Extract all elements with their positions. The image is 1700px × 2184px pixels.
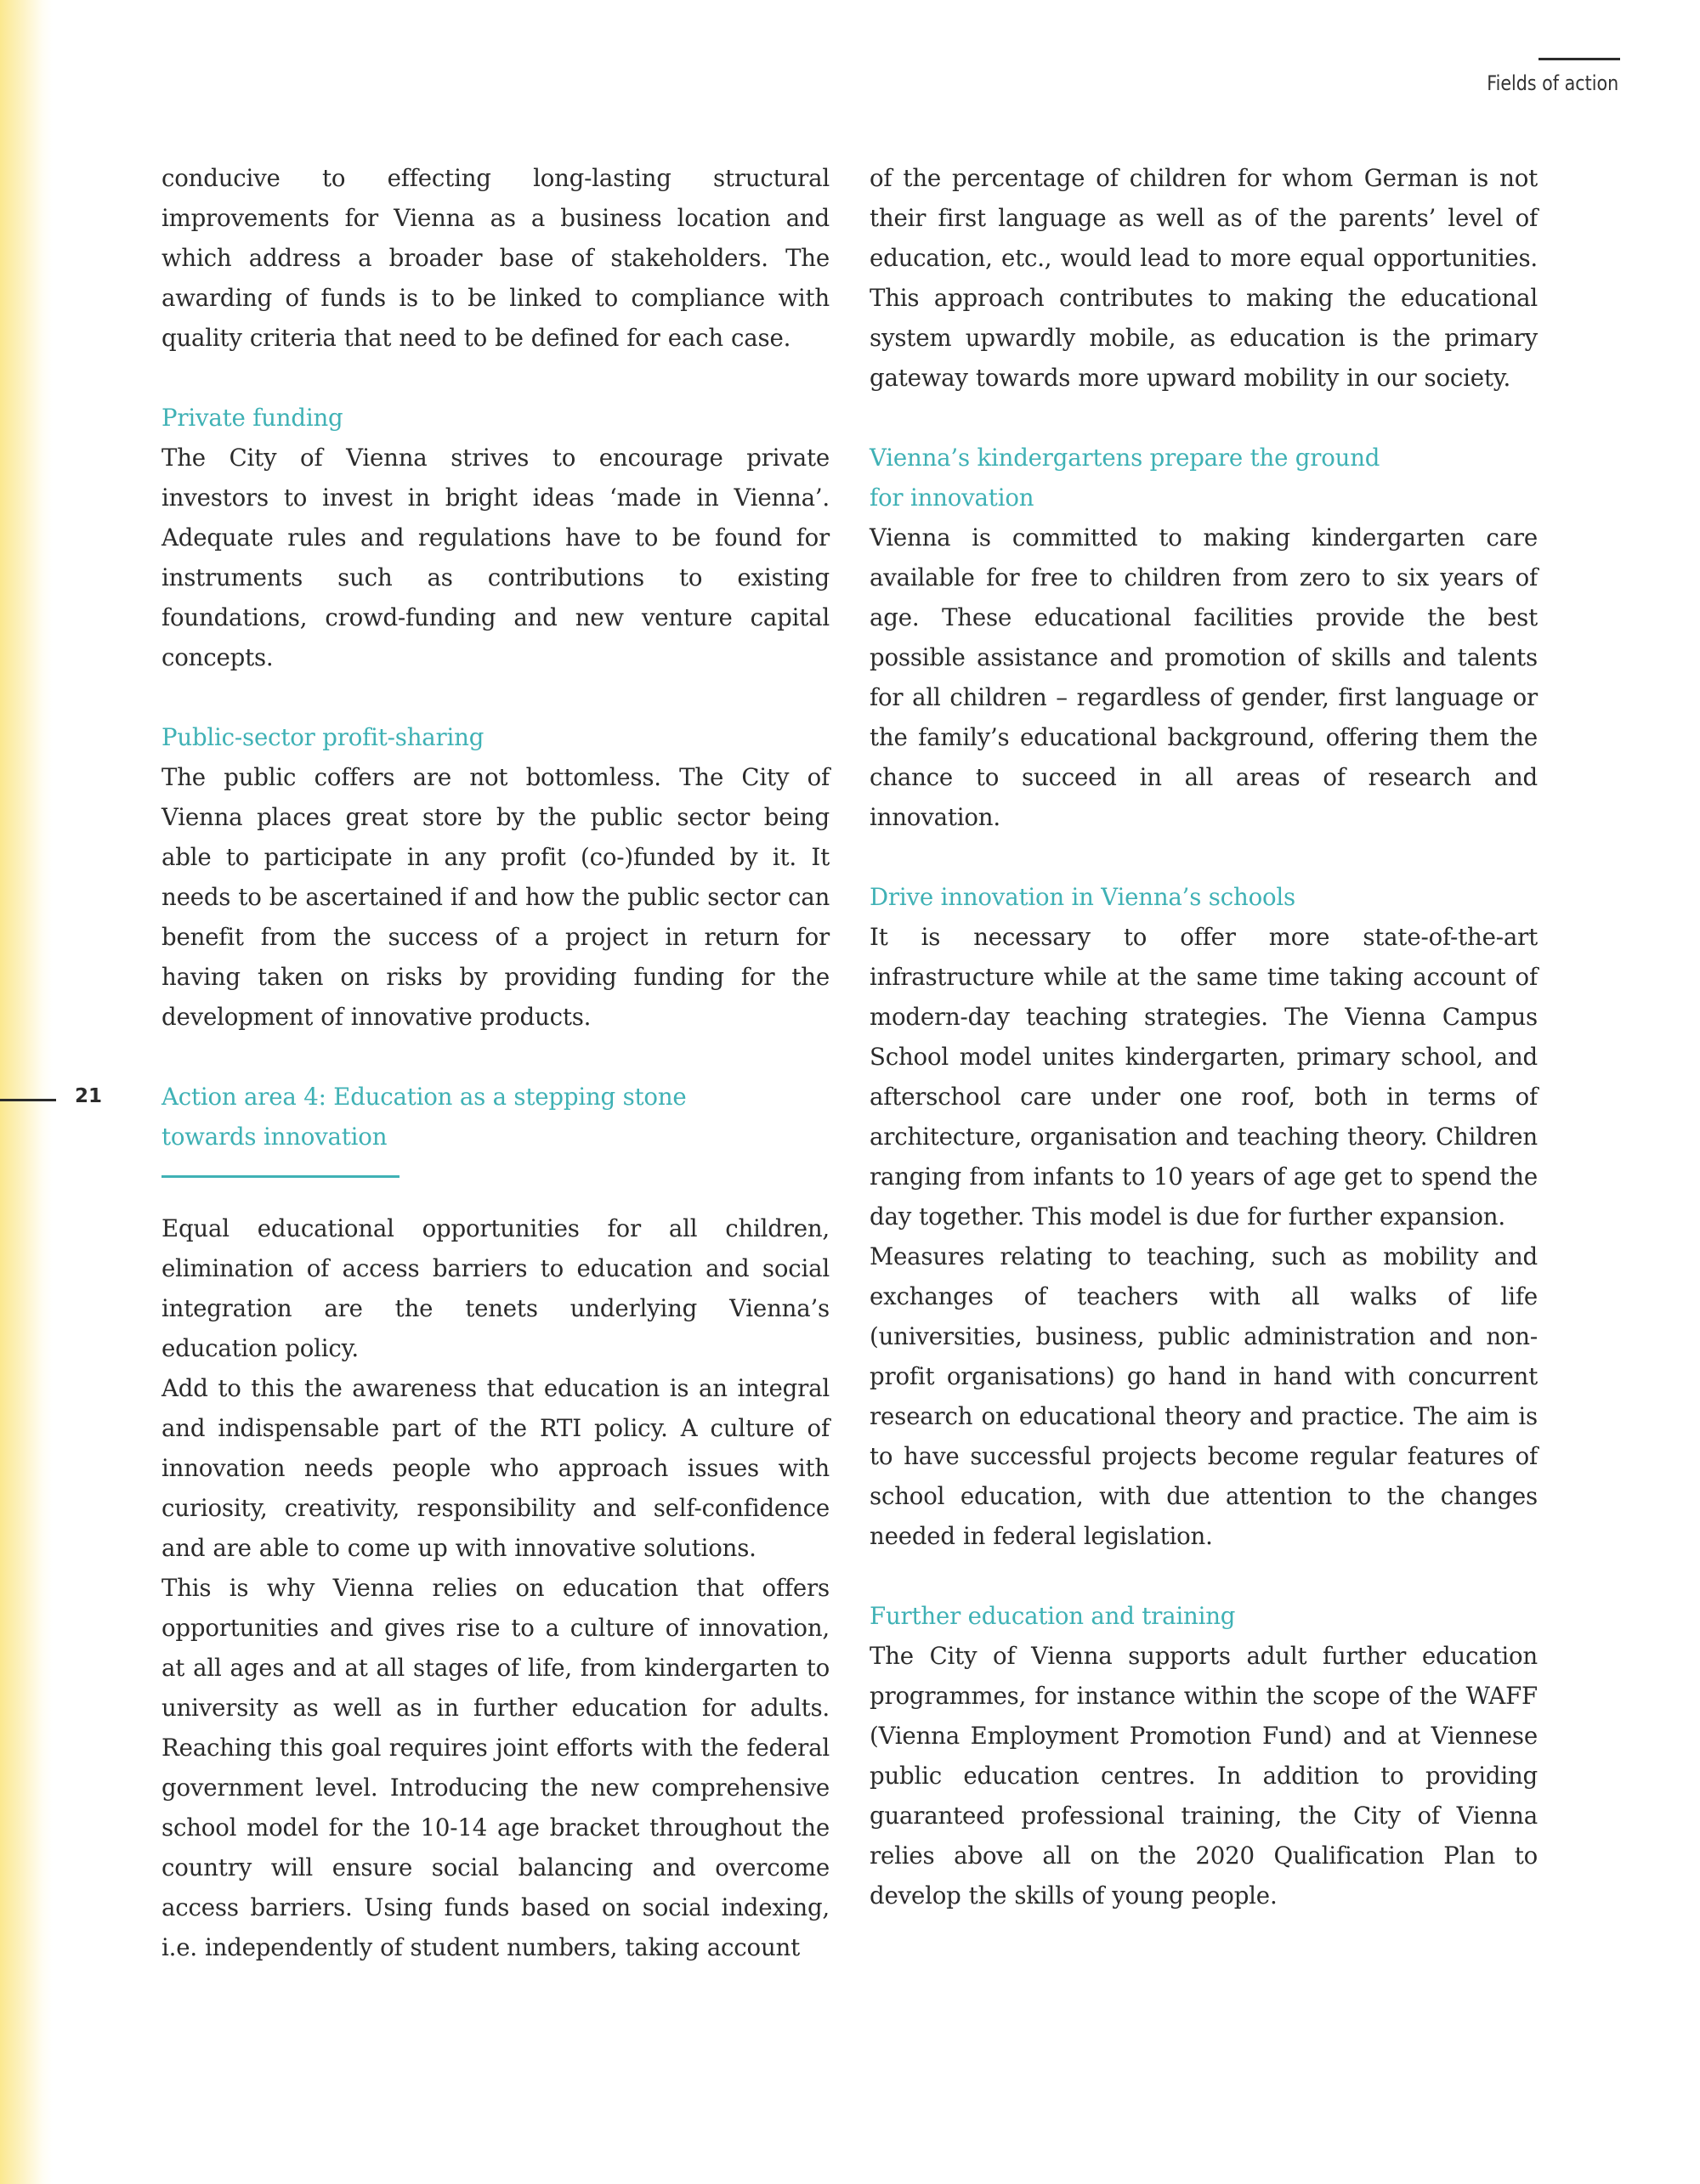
left-column bbox=[162, 158, 830, 1967]
further-education-paragraph: The City of Vienna supports adult further education programmes, for instance within the scope of the WAFF (Vienna Employment Promotion Fund) and at Viennese public education centres. In addition to providing guaranteed professional training, the City of Vienna relies above all on the 2020 Qualification Plan to develop the skills of young people. bbox=[870, 1642, 1538, 1910]
schools-heading: Drive innovation in Vienna’s schools bbox=[870, 883, 1295, 911]
intro-paragraph: conducive to effecting long-lasting structural improvements for Vienna as a business location and which address a broader base of stakeholders. The awarding of funds is to be linked to compliance with quality criteria that need to be defined for each case. bbox=[162, 164, 830, 352]
profit-sharing-paragraph: The public coffers are not bottomless. The City of Vienna places great store by the public sector being able to participate in any profit (co-)funded by it. It needs to be ascertained if and how the public sector can benefit from the success of a project in return for having taken on risks by providing funding for the development of innovative products. bbox=[162, 763, 830, 1031]
profit-sharing-heading: Public-sector profit-sharing bbox=[162, 723, 484, 751]
kindergartens-heading-line2: for innovation bbox=[870, 484, 1034, 512]
schools-paragraph-1: It is necessary to offer more state-of-the-art infrastructure while at the same time taking account of modern-day teaching strategies. The Vienna Campus School model unites kindergarten, primary school, and afterschool care under one roof, both in terms of architecture, organisation and teaching theory. Children ranging from infants to 10 years of age get to spend the day together. This model is due for further expansion. bbox=[870, 923, 1538, 1231]
private-funding-paragraph: The City of Vienna strives to encourage private investors to invest in bright ideas ‘made in Vienna’. Adequate rules and regulations have to be found for instruments such as contributions to existing foundations, crowd-funding and new venture capital concepts. bbox=[162, 444, 830, 671]
section-divider bbox=[162, 1175, 400, 1178]
kindergartens-paragraph: Vienna is committed to making kindergarten care available for free to children from zero to six years of age. These educational facilities provide the best possible assistance and promotion of skills and talents for all children – regardless of gender, first language or the family’s educational background, offering them the chance to succeed in all areas of research and innovation. bbox=[870, 523, 1538, 831]
page-number-rule bbox=[0, 1099, 56, 1101]
continuation-paragraph: of the percentage of children for whom German is not their first language as well as of the parents’ level of education, etc., would lead to more equal opportunities. This approach contributes to making the educational system upwardly mobile, as education is the primary gateway towards more upward mobility in our society. bbox=[870, 164, 1538, 392]
private-funding-heading: Private funding bbox=[162, 404, 343, 432]
kindergartens-heading-line1: Vienna’s kindergartens prepare the ground bbox=[870, 444, 1380, 472]
further-education-heading: Further education and training bbox=[870, 1602, 1236, 1630]
page-edge-gradient bbox=[0, 0, 53, 2184]
education-paragraph-3: This is why Vienna relies on education that offers opportunities and gives rise to a culture of innovation, at all ages and at all stages of life, from kindergarten to university as well as in further education for adults. Reaching this goal requires joint efforts with the federal government level. Introducing the new comprehensive school model for the 10-14 age bracket throughout the country will ensure social balancing and overcome access barriers. Using funds based on social indexing, i.e. independently of student numbers, taking account bbox=[162, 1574, 830, 1961]
running-header: Fields of action bbox=[1487, 71, 1618, 95]
education-paragraph-2: Add to this the awareness that education is an integral and indispensable part of the RTI policy. A culture of innovation needs people who approach issues with curiosity, creativity, responsibility and self-confidence and are able to come up with innovative solutions. bbox=[162, 1374, 830, 1562]
right-column bbox=[870, 158, 1538, 1915]
page-number: 21 bbox=[75, 1085, 103, 1107]
header-rule bbox=[1538, 58, 1620, 60]
action-area-heading-line2: towards innovation bbox=[162, 1123, 388, 1151]
action-area-heading bbox=[162, 1077, 830, 1157]
action-area-heading-line1: Action area 4: Education as a stepping stone bbox=[162, 1083, 687, 1111]
education-paragraph-1: Equal educational opportunities for all children, elimination of access barriers to education and social integration are the tenets underlying Vienna’s education policy. bbox=[162, 1214, 830, 1362]
kindergartens-heading bbox=[870, 438, 1538, 518]
schools-paragraph-2: Measures relating to teaching, such as mobility and exchanges of teachers with all walks of life (universities, business, public administration and non-profit organisations) go hand in hand with concurrent research on educational theory and practice. The aim is to have successful projects become regular features of school education, with due attention to the changes needed in federal legislation. bbox=[870, 1242, 1538, 1550]
